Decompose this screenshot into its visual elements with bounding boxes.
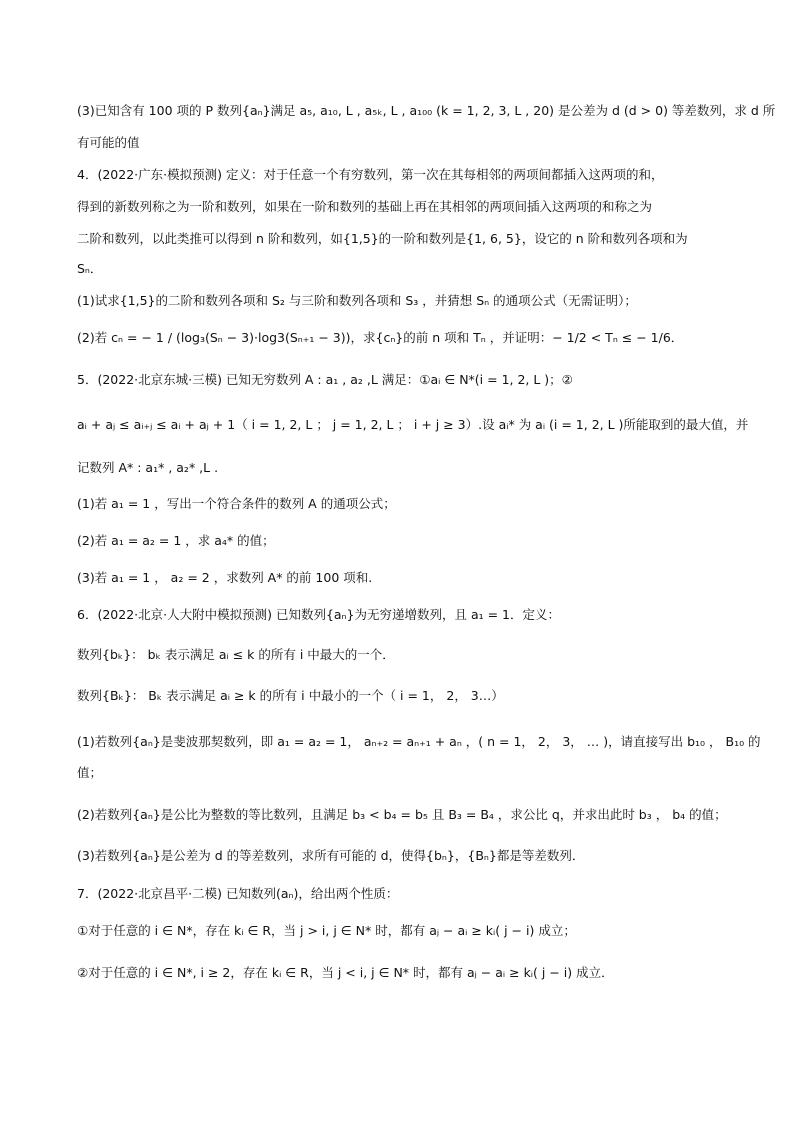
text-line: 有可能的值: [77, 135, 140, 150]
text-line: 二阶和数列，以此类推可以得到 n 阶和数列，如{1,5}的一阶和数列是{1, 6, 5}，设它的 n 阶和数列各项和为: [77, 231, 688, 246]
text-line: (3)已知含有 100 项的 P 数列{aₙ}满足 a₅, a₁₀, L , a₅ₖ, L , a₁₀₀ (k = 1, 2, 3, L , 20) 是公差为 d (d > 0) 等差数列，求 d 所: [77, 103, 776, 118]
text-line: 值；: [77, 765, 103, 780]
text-line: (1)若数列{aₙ}是斐波那契数列，即 a₁ = a₂ = 1， aₙ₊₂ = aₙ₊₁ + aₙ ，( n = 1， 2， 3， … )，请直接写出 b₁₀ ， B₁₀ 的: [77, 734, 761, 749]
text-line: (2)若 a₁ = a₂ = 1 ，求 a₄* 的值；: [77, 533, 275, 548]
text-line: 记数列 A* : a₁* , a₂* ,L .: [77, 460, 219, 475]
text-line: 得到的新数列称之为一阶和数列，如果在一阶和数列的基础上再在其相邻的两项间插入这两项的和称之为: [77, 199, 653, 214]
text-line: (3)若 a₁ = 1 ， a₂ = 2 ，求数列 A* 的前 100 项和.: [77, 570, 373, 585]
problem-4-heading: 4．(2022·广东·模拟预测) 定义：对于任意一个有穷数列，第一次在其每相邻的两项间都插入这两项的和，: [77, 167, 664, 182]
text-line: 数列{Bₖ}： Bₖ 表示满足 aᵢ ≥ k 的所有 i 中最小的一个（ i = 1， 2， 3…）: [77, 688, 504, 703]
problem-6-heading: 6．(2022·北京·人大附中模拟预测) 已知数列{aₙ}为无穷递增数列，且 a₁ = 1．定义：: [77, 607, 561, 622]
text-line: (3)若数列{aₙ}是公差为 d 的等差数列，求所有可能的 d，使得{bₙ}，{Bₙ}都是等差数列．: [77, 848, 585, 863]
problem-5-heading: 5．(2022·北京东城·三模) 已知无穷数列 A : a₁ , a₂ ,L 满足：①aᵢ ∈ N*(i = 1, 2, L )；②: [77, 372, 573, 387]
text-line: (1)若 a₁ = 1 ，写出一个符合条件的数列 A 的通项公式；: [77, 496, 396, 511]
text-line: (2)若数列{aₙ}是公比为整数的等比数列，且满足 b₃ < b₄ = b₅ 且 B₃ = B₄ ，求公比 q，并求出此时 b₃ ， b₄ 的值；: [77, 807, 727, 822]
text-line: 数列{bₖ}： bₖ 表示满足 aᵢ ≤ k 的所有 i 中最大的一个．: [77, 647, 395, 662]
text-line: Sₙ．: [77, 261, 103, 276]
problem-7-heading: 7．(2022·北京昌平·二模) 已知数列(aₙ)，给出两个性质：: [77, 886, 399, 901]
text-line: ①对于任意的 i ∈ N*，存在 kᵢ ∈ R，当 j > i, j ∈ N* 时，都有 aⱼ − aᵢ ≥ kᵢ( j − i) 成立；: [77, 923, 576, 938]
text-line: (1)试求{1,5}的二阶和数列各项和 S₂ 与三阶和数列各项和 S₃ ，并猜想 Sₙ 的通项公式（无需证明）；: [77, 293, 637, 308]
text-line: ②对于任意的 i ∈ N*, i ≥ 2，存在 kᵢ ∈ R，当 j < i, j ∈ N* 时，都有 aⱼ − aᵢ ≥ kᵢ( j − i) 成立．: [77, 965, 614, 980]
text-line: aᵢ + aⱼ ≤ aᵢ₊ⱼ ≤ aᵢ + aⱼ + 1（ i = 1, 2, L ； j = 1, 2, L ； i + j ≥ 3）.设 aᵢ* 为 aᵢ (i = 1, 2, L )所能取到的最大值，并: [77, 417, 749, 432]
text-line: (2)若 cₙ = − 1 / (log₃(Sₙ − 3)·log3(Sₙ₊₁ − 3))，求{cₙ}的前 n 项和 Tₙ ，并证明：− 1/2 < Tₙ ≤ − 1/6．: [77, 330, 684, 345]
